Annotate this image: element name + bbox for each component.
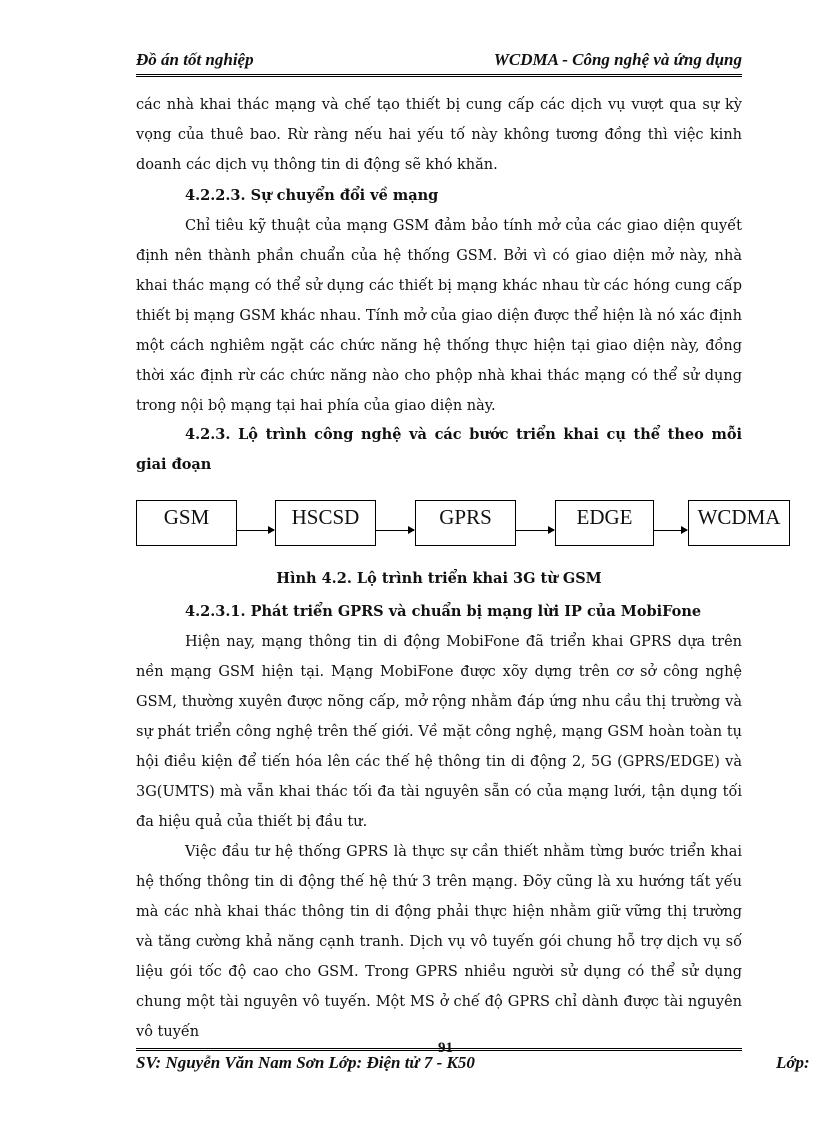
header-left-title: Đồ án tốt nghiệp bbox=[136, 50, 254, 69]
page-number: 91 bbox=[438, 1040, 453, 1056]
diagram-node-label: GPRS bbox=[439, 505, 492, 529]
diagram-arrow bbox=[376, 530, 414, 531]
diagram-arrow bbox=[516, 530, 554, 531]
diagram-arrow bbox=[654, 530, 687, 531]
diagram-node-wcdma bbox=[688, 500, 790, 546]
paragraph-2: Chỉ tiêu kỹ thuật của mạng GSM đảm bảo tính mở của các giao diện quyết định nên thành phần chuẩn của hệ thống GSM. Bởi vì có giao diện mở này, nhà khai thác mạng có thể sử dụng các thiết bị mạng khác nhau từ các hóng cung cấp thiết bị mạng GSM khác nhau. Tính mở của giao diện được thể hiện là nó xác định một cách nghiêm ngặt các chức năng hệ thống thực hiện tại giao diện này, đồng thời xác định rừ các chức năng nào cho phộp nhà khai thác mạng có thể sử dụng trong nội bộ mạng tại hai phía của giao diện này. bbox=[136, 218, 742, 414]
diagram-node-hscsd bbox=[275, 500, 376, 546]
section-heading-4-2-3-1: 4.2.3.1. Phát triển GPRS và chuẩn bị mạng lừi IP của MobiFone bbox=[185, 603, 702, 620]
diagram-node-edge bbox=[555, 500, 654, 546]
footer-class-label: Lớp: bbox=[776, 1053, 810, 1072]
diagram-node-label: HSCSD bbox=[291, 505, 360, 529]
figure-caption: Hình 4.2. Lộ trình triển khai 3G từ GSM bbox=[276, 570, 602, 587]
diagram-node-gsm bbox=[136, 500, 237, 546]
page-header bbox=[136, 48, 742, 77]
diagram-node-label: EDGE bbox=[576, 505, 633, 529]
paragraph-3: Hiện nay, mạng thông tin di động MobiFone đã triển khai GPRS dựa trên nền mạng GSM hiện tại. Mạng MobiFone được xõy dựng trên cơ sở công nghệ GSM, thường xuyên được nõng cấp, mở rộng nhằm đáp ứng nhu cầu thị trường và sự phát triển công nghệ trên thế giới. Về mặt công nghệ, mạng GSM hoàn toàn tụ hội điều kiện để tiến hóa lên các thế hệ thông tin di động 2, 5G (GPRS/EDGE) và 3G(UMTS) mà vẫn khai thác tối đa tài nguyên sẵn có của mạng lưới, tận dụng tối đa hiệu quả của thiết bị đầu tư. bbox=[136, 634, 742, 830]
diagram-arrow bbox=[237, 530, 274, 531]
diagram-node-gprs bbox=[415, 500, 516, 546]
diagram-node-label: WCDMA bbox=[697, 505, 781, 529]
section-heading-4-2-2-3: 4.2.2.3. Sự chuyển đổi về mạng bbox=[185, 187, 439, 204]
paragraph-1: các nhà khai thác mạng và chế tạo thiết bị cung cấp các dịch vụ vượt qua sự kỳ vọng của thuê bao. Rừ ràng nếu hai yếu tố này không tương đồng thì việc kinh doanh các dịch vụ thông tin di động sẽ khó khăn. bbox=[136, 97, 742, 173]
footer-student-info: SV: Nguyễn Văn Nam Sơn Lớp: Điện tử 7 - K50 bbox=[136, 1053, 475, 1072]
paragraph-4: Việc đầu tư hệ thống GPRS là thực sự cần thiết nhằm từng bước triển khai hệ thống thông tin di động thế hệ thứ 3 trên mạng. Đõy cũng là xu hướng tất yếu mà các nhà khai thác thông tin di động phải thực hiện nhằm giữ vững thị trường và tăng cường khả năng cạnh tranh. Dịch vụ vô tuyến gói chung hỗ trợ dịch vụ số liệu gói tốc độ cao cho GSM. Trong GPRS nhiều người sử dụng có thể sử dụng chung một tài nguyên vô tuyến. Một MS ở chế độ GPRS chỉ dành được tài nguyên vô tuyến bbox=[136, 844, 742, 1040]
header-right-title: WCDMA - Công nghệ và ứng dụng bbox=[493, 50, 742, 69]
diagram-node-label: GSM bbox=[163, 505, 210, 529]
section-heading-4-2-3: 4.2.3. Lộ trình công nghệ và các bước triển khai cụ thể theo mỗi giai đoạn bbox=[136, 426, 742, 473]
